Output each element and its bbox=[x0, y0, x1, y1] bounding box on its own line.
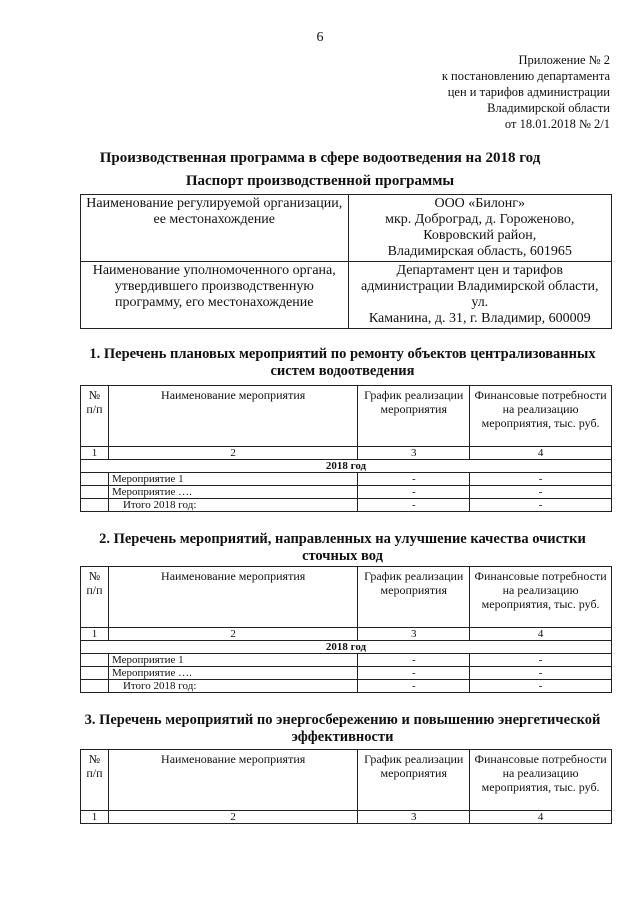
value-line: мкр. Доброград, д. Гороженово, bbox=[385, 212, 575, 227]
year-row bbox=[81, 641, 612, 654]
passport-label: Наименование уполномоченного органа, утвердившего производственную программу, его местонахождение bbox=[81, 262, 349, 329]
appendix-line: Владимирской области bbox=[487, 101, 610, 115]
index-row bbox=[81, 628, 612, 641]
schedule-cell: - bbox=[358, 499, 470, 512]
header-num: № п/п bbox=[81, 750, 109, 811]
num-cell bbox=[81, 680, 109, 693]
section-1-title: 1. Перечень плановых мероприятий по ремонту объектов централизованных систем водоотведения bbox=[89, 346, 596, 379]
header-num: № п/п bbox=[81, 386, 109, 447]
index-cell: 2 bbox=[108, 628, 357, 641]
appendix-line: цен и тарифов администрации bbox=[447, 85, 610, 99]
index-cell: 4 bbox=[470, 447, 612, 460]
year-cell: 2018 год bbox=[81, 460, 612, 473]
index-cell: 2 bbox=[108, 811, 357, 824]
header-name: Наименование мероприятия bbox=[108, 750, 357, 811]
year-row bbox=[81, 460, 612, 473]
index-cell: 2 bbox=[108, 447, 357, 460]
passport-value bbox=[348, 262, 611, 329]
index-cell: 4 bbox=[470, 811, 612, 824]
index-cell: 3 bbox=[358, 811, 470, 824]
total-row bbox=[81, 680, 612, 693]
header-finance: Финансовые потребности на реализацию мероприятия, тыс. руб. bbox=[470, 386, 612, 447]
value-line: Ковровский район, bbox=[423, 228, 537, 243]
header-finance: Финансовые потребности на реализацию мероприятия, тыс. руб. bbox=[470, 567, 612, 628]
section-2-title: 2. Перечень мероприятий, направленных на улучшение качества очистки сточных вод bbox=[99, 531, 586, 564]
table-row bbox=[81, 654, 612, 667]
section-3-title: 3. Перечень мероприятий по энергосбережению и повышению энергетической эффективности bbox=[84, 712, 601, 745]
finance-cell: - bbox=[470, 654, 612, 667]
section-2-table bbox=[80, 566, 612, 693]
table-row bbox=[81, 667, 612, 680]
header-row bbox=[81, 386, 612, 447]
passport-label: Наименование регулируемой организации, ее местонахождение bbox=[81, 195, 349, 262]
finance-cell: - bbox=[470, 486, 612, 499]
num-cell bbox=[81, 473, 109, 486]
value-line: Департамент цен и тарифов bbox=[396, 263, 564, 278]
passport-row bbox=[81, 262, 612, 329]
schedule-cell: - bbox=[358, 680, 470, 693]
table-row bbox=[81, 486, 612, 499]
header-name: Наименование мероприятия bbox=[108, 386, 357, 447]
name-cell: Мероприятие 1 bbox=[108, 654, 357, 667]
name-cell: Мероприятие 1 bbox=[108, 473, 357, 486]
index-cell: 1 bbox=[81, 811, 109, 824]
appendix-block bbox=[430, 52, 610, 132]
name-cell: Мероприятие …. bbox=[108, 667, 357, 680]
finance-cell: - bbox=[470, 499, 612, 512]
schedule-cell: - bbox=[358, 473, 470, 486]
year-cell: 2018 год bbox=[81, 641, 612, 654]
header-num: № п/п bbox=[81, 567, 109, 628]
schedule-cell: - bbox=[358, 654, 470, 667]
value-line: ООО «Билонг» bbox=[434, 196, 526, 211]
appendix-line: от 18.01.2018 № 2/1 bbox=[504, 117, 610, 131]
name-cell: Итого 2018 год: bbox=[108, 680, 357, 693]
appendix-line: к постановлению департамента bbox=[441, 69, 610, 83]
passport-table bbox=[80, 194, 612, 329]
value-line: Каманина, д. 31, г. Владимир, 600009 bbox=[368, 311, 591, 326]
schedule-cell: - bbox=[358, 486, 470, 499]
section-3-table bbox=[80, 749, 612, 824]
index-cell: 3 bbox=[358, 447, 470, 460]
index-cell: 1 bbox=[81, 628, 109, 641]
finance-cell: - bbox=[470, 667, 612, 680]
header-finance: Финансовые потребности на реализацию мероприятия, тыс. руб. bbox=[470, 750, 612, 811]
index-cell: 4 bbox=[470, 628, 612, 641]
num-cell bbox=[81, 654, 109, 667]
num-cell bbox=[81, 667, 109, 680]
table-row bbox=[81, 473, 612, 486]
header-schedule: График реализации мероприятия bbox=[358, 386, 470, 447]
name-cell: Итого 2018 год: bbox=[108, 499, 357, 512]
passport-title: Паспорт производственной программы bbox=[185, 173, 455, 189]
value-line: администрации Владимирской области, ул. bbox=[361, 279, 599, 310]
passport-row bbox=[81, 195, 612, 262]
value-line: Владимирская область, 601965 bbox=[387, 244, 572, 259]
index-cell: 1 bbox=[81, 447, 109, 460]
header-row bbox=[81, 567, 612, 628]
header-schedule: График реализации мероприятия bbox=[358, 567, 470, 628]
num-cell bbox=[81, 499, 109, 512]
header-schedule: График реализации мероприятия bbox=[358, 750, 470, 811]
appendix-line: Приложение № 2 bbox=[518, 53, 610, 67]
passport-value bbox=[348, 195, 611, 262]
name-cell: Мероприятие …. bbox=[108, 486, 357, 499]
page-number: 6 bbox=[316, 30, 324, 45]
schedule-cell: - bbox=[358, 667, 470, 680]
num-cell bbox=[81, 486, 109, 499]
header-name: Наименование мероприятия bbox=[108, 567, 357, 628]
index-row bbox=[81, 811, 612, 824]
finance-cell: - bbox=[470, 680, 612, 693]
main-title: Производственная программа в сфере водоотведения на 2018 год bbox=[99, 150, 541, 166]
finance-cell: - bbox=[470, 473, 612, 486]
index-row bbox=[81, 447, 612, 460]
header-row bbox=[81, 750, 612, 811]
section-1-table bbox=[80, 385, 612, 512]
index-cell: 3 bbox=[358, 628, 470, 641]
total-row bbox=[81, 499, 612, 512]
